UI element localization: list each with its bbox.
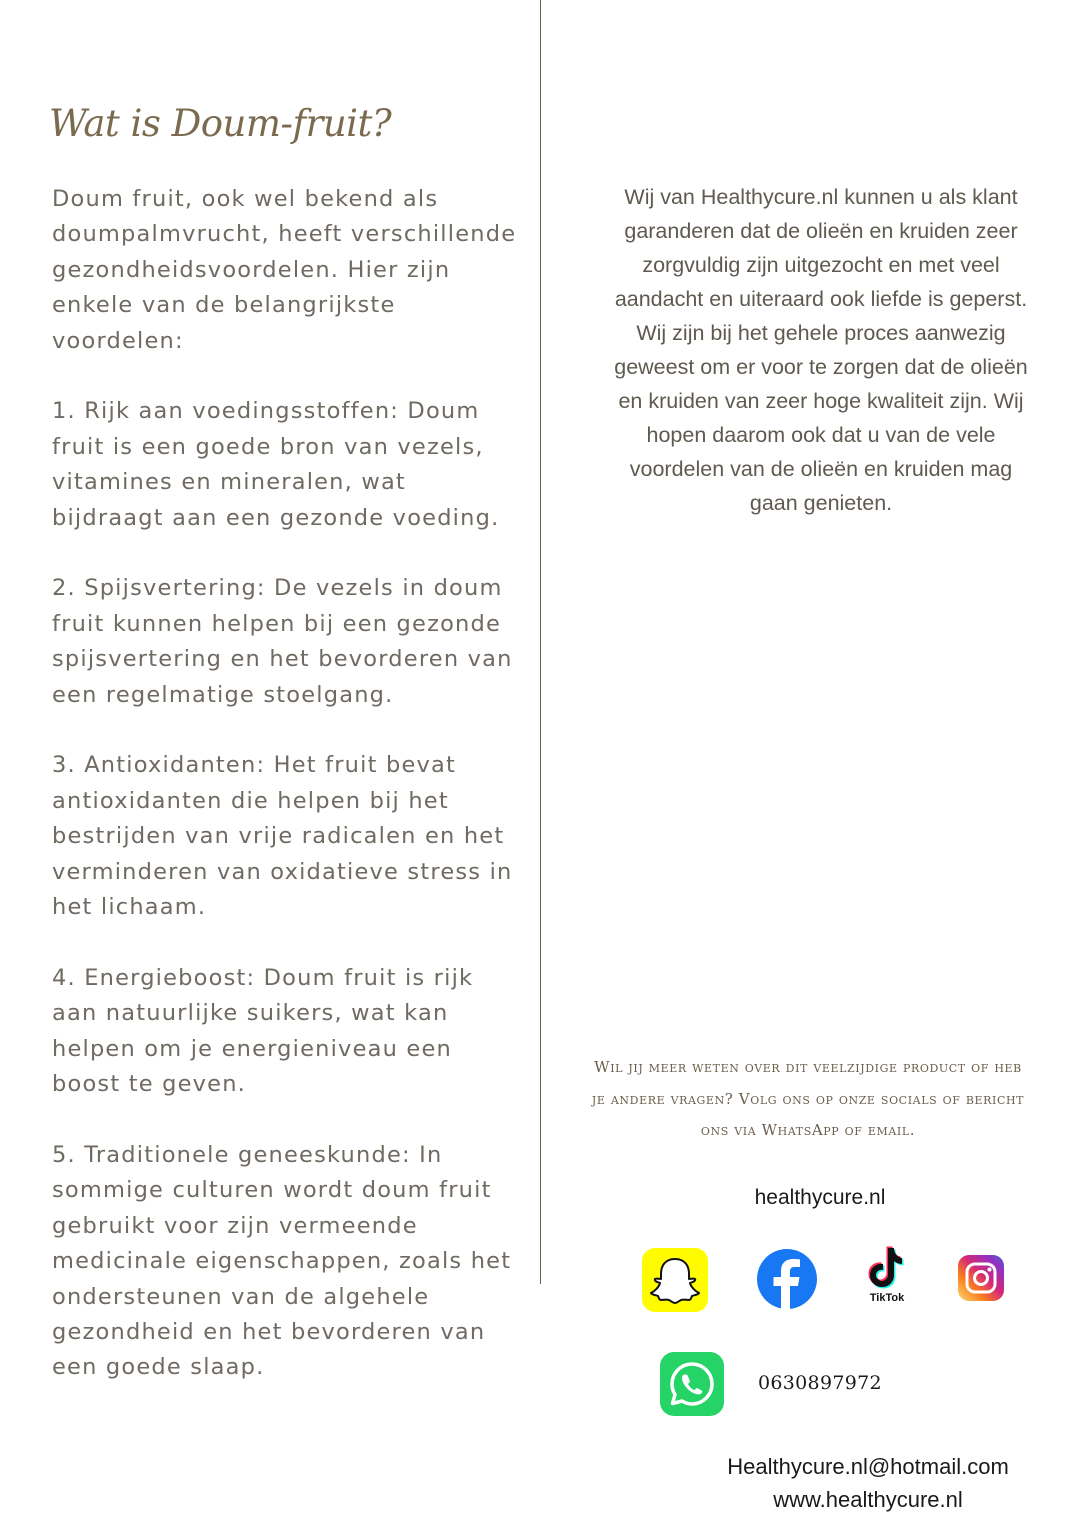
instagram-icon[interactable] [958,1255,1004,1301]
snapchat-icon[interactable] [642,1248,708,1312]
benefit-3: 3. Antioxidanten: Het fruit bevat antioxidanten die helpen bij het bestrijden van vrije radicalen en het verminderen van oxidatieve stress in het lichaam. [52,752,513,921]
email-link[interactable]: Healthycure.nl@hotmail.com [727,1454,1009,1479]
benefits-text [52,182,522,1421]
contact-block [700,1450,1036,1516]
benefit-2: 2. Spijsvertering: De vezels in doum fruit kunnen helpen bij een gezonde spijsvertering en het bevorderen van een regelmatige stoelgang. [52,575,513,708]
tiktok-icon[interactable] [862,1244,912,1304]
social-handle[interactable]: healthycure.nl [754,1186,886,1209]
benefit-4: 4. Energieboost: Doum fruit is rijk aan natuurlijke suikers, wat kan helpen om je energieniveau een boost te geven. [52,964,474,1098]
facebook-icon[interactable] [756,1248,818,1310]
intro-paragraph: Doum fruit, ook wel bekend als doumpalmvrucht, heeft verschillende gezondheidsvoordelen. Hier zijn enkele van de belangrijkste voordelen: [52,186,517,354]
website-link[interactable]: www.healthycure.nl [773,1487,963,1512]
contact-cta: Wil jij meer weten over dit veelzijdige product of heb je andere vragen? Volg ons op onze socials of bericht ons via WhatsApp of email. [591,1058,1025,1139]
whatsapp-icon[interactable] [660,1352,724,1416]
benefit-5: 5. Traditionele geneeskunde: In sommige culturen wordt doum fruit gebruikt voor zijn vermeende medicinale eigenschappen, zoals het ondersteunen van de algehele gezondheid en het bevorderen van een goede slaap. [52,1141,512,1381]
benefit-1: 1. Rijk aan voedingsstoffen: Doum fruit is een goede bron van vezels, vitamines en mineralen, wat bijdraagt aan een gezonde voeding. [52,398,500,531]
page-title: Wat is Doum-fruit? [49,102,392,145]
phone-number[interactable]: 0630897972 [758,1372,882,1394]
column-divider [540,0,541,1284]
guarantee-text: Wij van Healthycure.nl kunnen u als klant garanderen dat de olieën en kruiden zeer zorgvuldig zijn uitgezocht en met veel aandacht en uiteraard ook liefde is geperst. Wij zijn bij het gehele proces aanwezig geweest om er voor te zorgen dat de olieën en kruiden van zeer hoge kwaliteit zijn. Wij hopen daarom ook dat u van de vele voordelen van de olieën en kruiden mag gaan genieten. [614,185,1028,515]
tiktok-label: TikTok [869,1292,905,1304]
